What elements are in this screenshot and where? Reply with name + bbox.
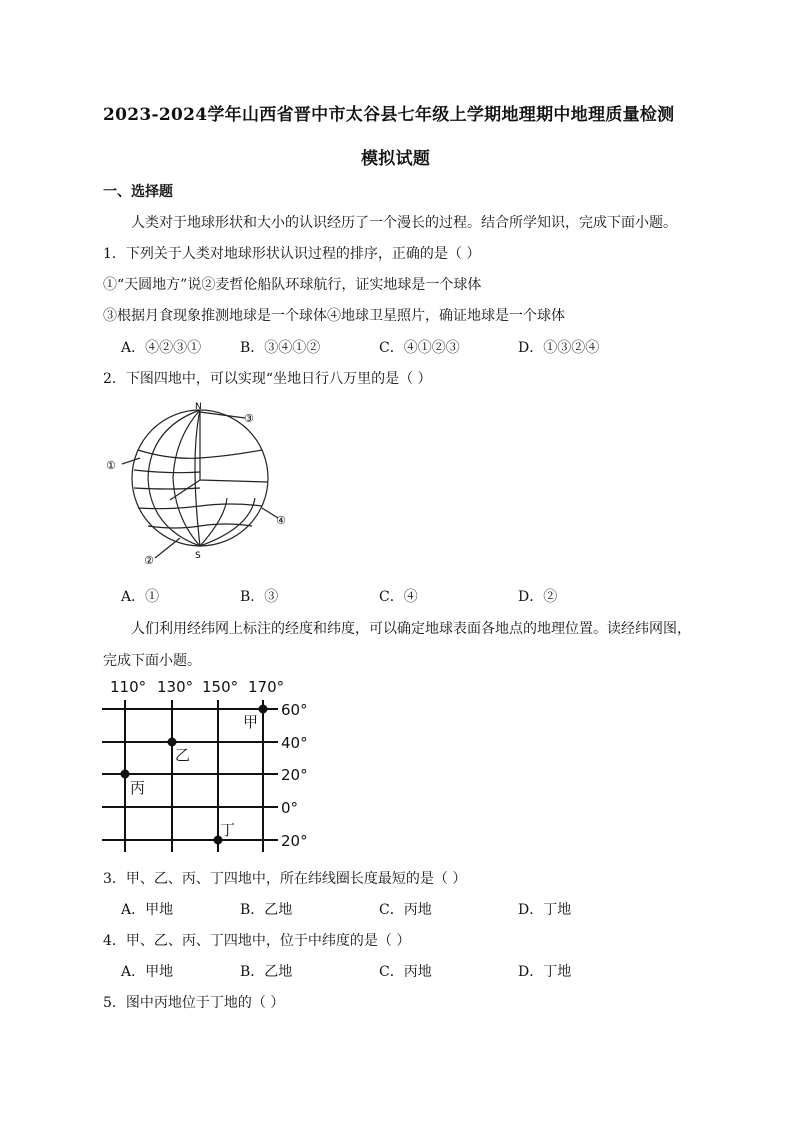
latitude-label: 0° [281, 799, 299, 817]
option-a[interactable]: A．甲地 [121, 902, 174, 918]
point-bing [121, 770, 130, 779]
globe-label-3: ③ [244, 412, 254, 425]
latitude-label: 20° [281, 766, 308, 784]
option-c[interactable]: C．④ [379, 589, 418, 605]
option-c[interactable]: C．④①②③ [379, 340, 460, 356]
intro-paragraph-1: 人类对于地球形状和大小的认识经历了一个漫长的过程。结合所学知识，完成下面小题。 [131, 215, 677, 231]
question-stem: 4．甲、乙、丙、丁四地中，位于中纬度的是（ ） [103, 933, 411, 949]
longitude-label: 170° [248, 678, 285, 696]
intro-paragraph-2: 人们利用经纬网上标注的经度和纬度，可以确定地球表面各地点的地理位置。读经纬网图， [131, 621, 691, 637]
option-b[interactable]: B．乙地 [240, 964, 293, 980]
longitude-label: 110° [110, 678, 147, 696]
option-c[interactable]: C．丙地 [379, 902, 432, 918]
option-a[interactable]: A．① [121, 589, 160, 605]
longitude-label: 130° [157, 678, 194, 696]
question-statement: ①“天圆地方”说②麦哲伦船队环球航行，证实地球是一个球体 [103, 277, 482, 293]
latitude-label: 20° [281, 832, 308, 850]
globe-label-2: ② [144, 554, 154, 567]
point-label-jia: 甲 [243, 713, 259, 731]
option-c[interactable]: C．丙地 [379, 964, 432, 980]
option-a[interactable]: A．甲地 [121, 964, 174, 980]
latlong-grid-figure [100, 674, 320, 854]
option-d[interactable]: D．①③②④ [518, 340, 600, 356]
latitude-label: 60° [281, 701, 308, 719]
option-b[interactable]: B．③④①② [240, 340, 321, 356]
globe-label-4: ④ [276, 514, 286, 527]
question-stem: 3．甲、乙、丙、丁四地中，所在纬线圈长度最短的是（ ） [103, 871, 467, 887]
option-d[interactable]: D．丁地 [518, 964, 572, 980]
point-jia [259, 705, 268, 714]
option-b[interactable]: B．③ [240, 589, 279, 605]
longitude-label: 150° [202, 678, 239, 696]
question-statement: ③根据月食现象推测地球是一个球体④地球卫星照片，确证地球是一个球体 [103, 308, 565, 324]
question-stem: 1．下列关于人类对地球形状认识过程的排序，正确的是（ ） [103, 246, 481, 262]
title-line-2: 模拟试题 [361, 149, 431, 169]
title-line-1: 2023-2024学年山西省晋中市太谷县七年级上学期地理期中地理质量检测 [103, 105, 675, 125]
globe-label-1: ① [106, 459, 116, 472]
question-5-stem: 5．图中丙地位于丁地的（ ） [103, 995, 285, 1011]
point-label-yi: 乙 [175, 746, 191, 764]
question-stem: 2．下图四地中，可以实现“坐地日行八万里的是（ ） [103, 371, 432, 387]
option-d[interactable]: D．② [518, 589, 558, 605]
intro-paragraph-2-cont: 完成下面小题。 [103, 653, 201, 669]
globe-figure [100, 398, 300, 568]
south-label: S [195, 551, 201, 561]
point-label-ding: 丁 [220, 821, 236, 839]
option-a[interactable]: A．④②③① [121, 340, 202, 356]
latitude-label: 40° [281, 734, 308, 752]
north-label: N [195, 402, 202, 412]
section-heading: 一、选择题 [103, 184, 173, 200]
option-d[interactable]: D．丁地 [518, 902, 572, 918]
point-label-bing: 丙 [130, 779, 146, 797]
option-b[interactable]: B．乙地 [240, 902, 293, 918]
